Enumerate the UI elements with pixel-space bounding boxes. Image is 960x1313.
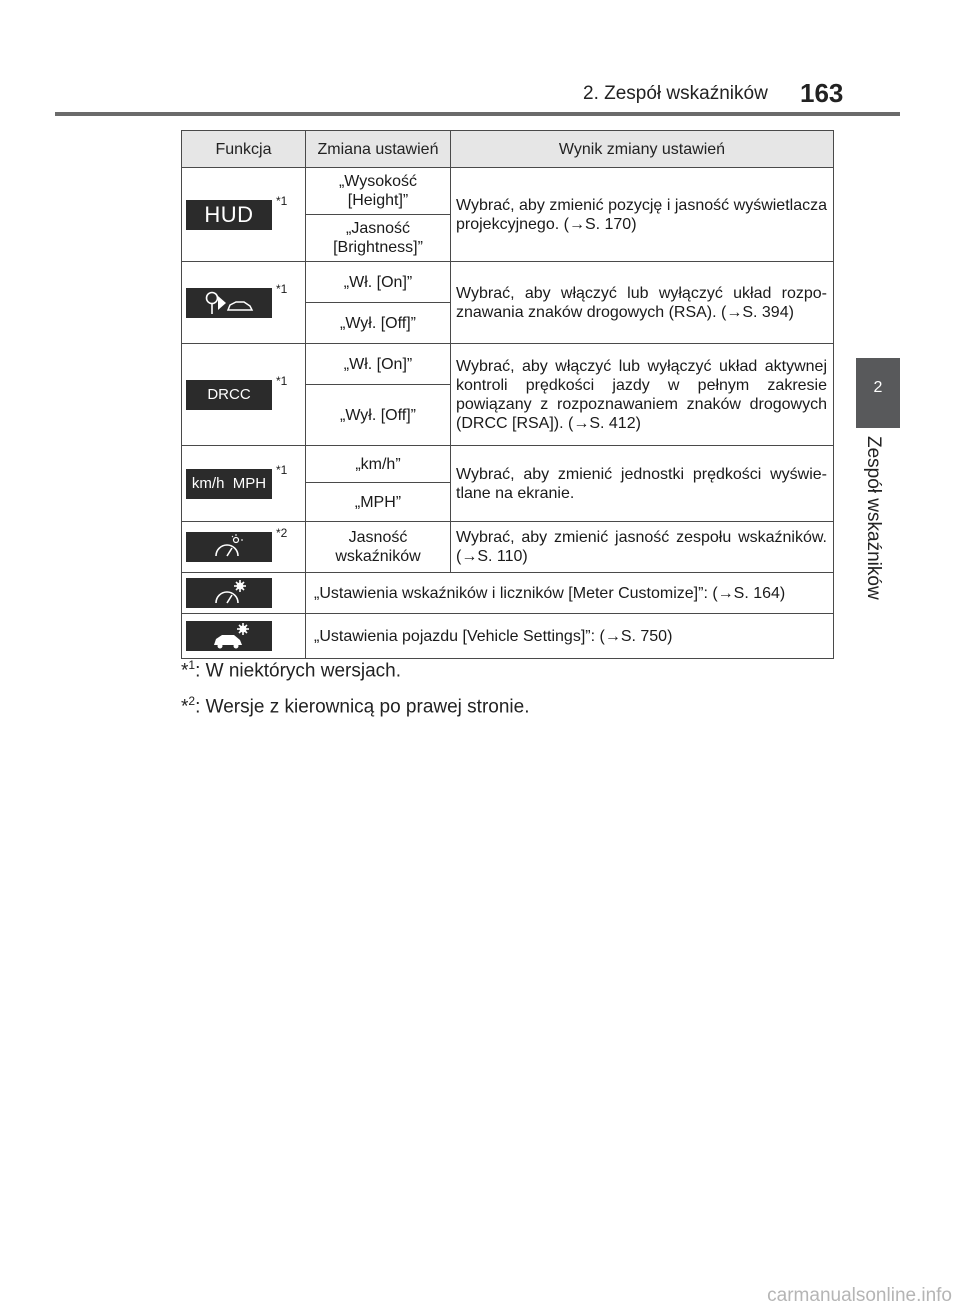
setting-option: „km/h” — [306, 446, 451, 483]
chapter-label-container — [862, 436, 892, 636]
column-header-result: Wynik zmiany ustawień — [451, 131, 834, 168]
setting-option: „Wył. [Off]” — [306, 303, 451, 344]
function-cell — [182, 262, 306, 344]
kmh-mph-icon: km/h MPH — [186, 469, 272, 499]
setting-option: „MPH” — [306, 483, 451, 522]
table-row — [182, 446, 834, 483]
function-cell — [182, 573, 306, 614]
drcc-rsa-icon: DRCC (RSA) — [186, 380, 272, 410]
table-row — [182, 262, 834, 303]
menu-description: „Ustawienia wskaźników i liczników [Meter Customize]”: (→S. 164) — [306, 573, 834, 614]
result-text: Wybrać, aby włączyć lub wyłączyć układ aktywnej kontroli prędkości jazdy w pełnym zakresie powiązany z rozpoznawaniem znaków drogowych (DRCC [RSA]). (→S. 412) — [451, 344, 834, 446]
column-header-function: Funkcja — [182, 131, 306, 168]
setting-option: „Wysokość [Height]” — [306, 168, 451, 215]
meter-settings-icon — [186, 578, 272, 608]
table-row — [182, 168, 834, 215]
meter-brightness-icon — [186, 532, 272, 562]
function-cell — [182, 446, 306, 522]
watermark-text: carmanualsonline.info — [767, 1285, 952, 1306]
table-row — [182, 344, 834, 385]
footnote-mark: *1 — [276, 462, 288, 477]
setting-option: „Jasność [Brightness]” — [306, 215, 451, 262]
table-row — [182, 522, 834, 573]
setting-option: „Wł. [On]” — [306, 262, 451, 303]
result-text: Wybrać, aby zmienić jednostki prędkości wyświetlane na ekranie. — [451, 446, 834, 522]
section-title: 2. Zespół wskaźników — [583, 83, 768, 104]
footnote-item: *$^2$: Wersje z kierownicą po prawej stronie. — [181, 694, 530, 718]
setting-option: „Wył. [Off]” — [306, 385, 451, 446]
footnote-item: *$^1$: W niektórych wersjach. — [181, 658, 401, 682]
function-cell — [182, 522, 306, 573]
header-divider — [55, 112, 900, 116]
result-text: Wybrać, aby włączyć lub wyłączyć układ rozpoznawania znaków drogowych (RSA). (→S. 394) — [451, 262, 834, 344]
footnotes — [181, 650, 530, 723]
chapter-tab: 2 — [856, 358, 900, 428]
table-row — [182, 573, 834, 614]
settings-table — [181, 130, 834, 659]
setting-option: „Wł. [On]” — [306, 344, 451, 385]
hud-icon: HUD — [186, 200, 272, 230]
setting-option: Jasność wskaźników — [306, 522, 451, 573]
page-number: 163 — [800, 78, 844, 108]
footnote-mark: *1 — [276, 193, 288, 208]
column-header-setting: Zmiana ustawień — [306, 131, 451, 168]
function-cell — [182, 168, 306, 262]
chapter-label: Zespół wskaźników — [863, 436, 884, 600]
road-sign-car-icon — [186, 288, 272, 318]
menu-description: „Ustawienia pojazdu [Vehicle Settings]”: (→S. 750) — [306, 614, 834, 659]
footnote-mark: *1 — [276, 281, 288, 296]
vehicle-settings-icon — [186, 621, 272, 651]
table-header-row — [182, 131, 834, 168]
footnote-mark: *1 — [276, 373, 288, 388]
result-text: Wybrać, aby zmienić jasność zespołu wskaźników. (→S. 110) — [451, 522, 834, 573]
result-text: Wybrać, aby zmienić pozycję i jasność wyświetlacza projekcyjnego. (→S. 170) — [451, 168, 834, 262]
function-cell — [182, 344, 306, 446]
footnote-mark: *2 — [276, 526, 288, 540]
